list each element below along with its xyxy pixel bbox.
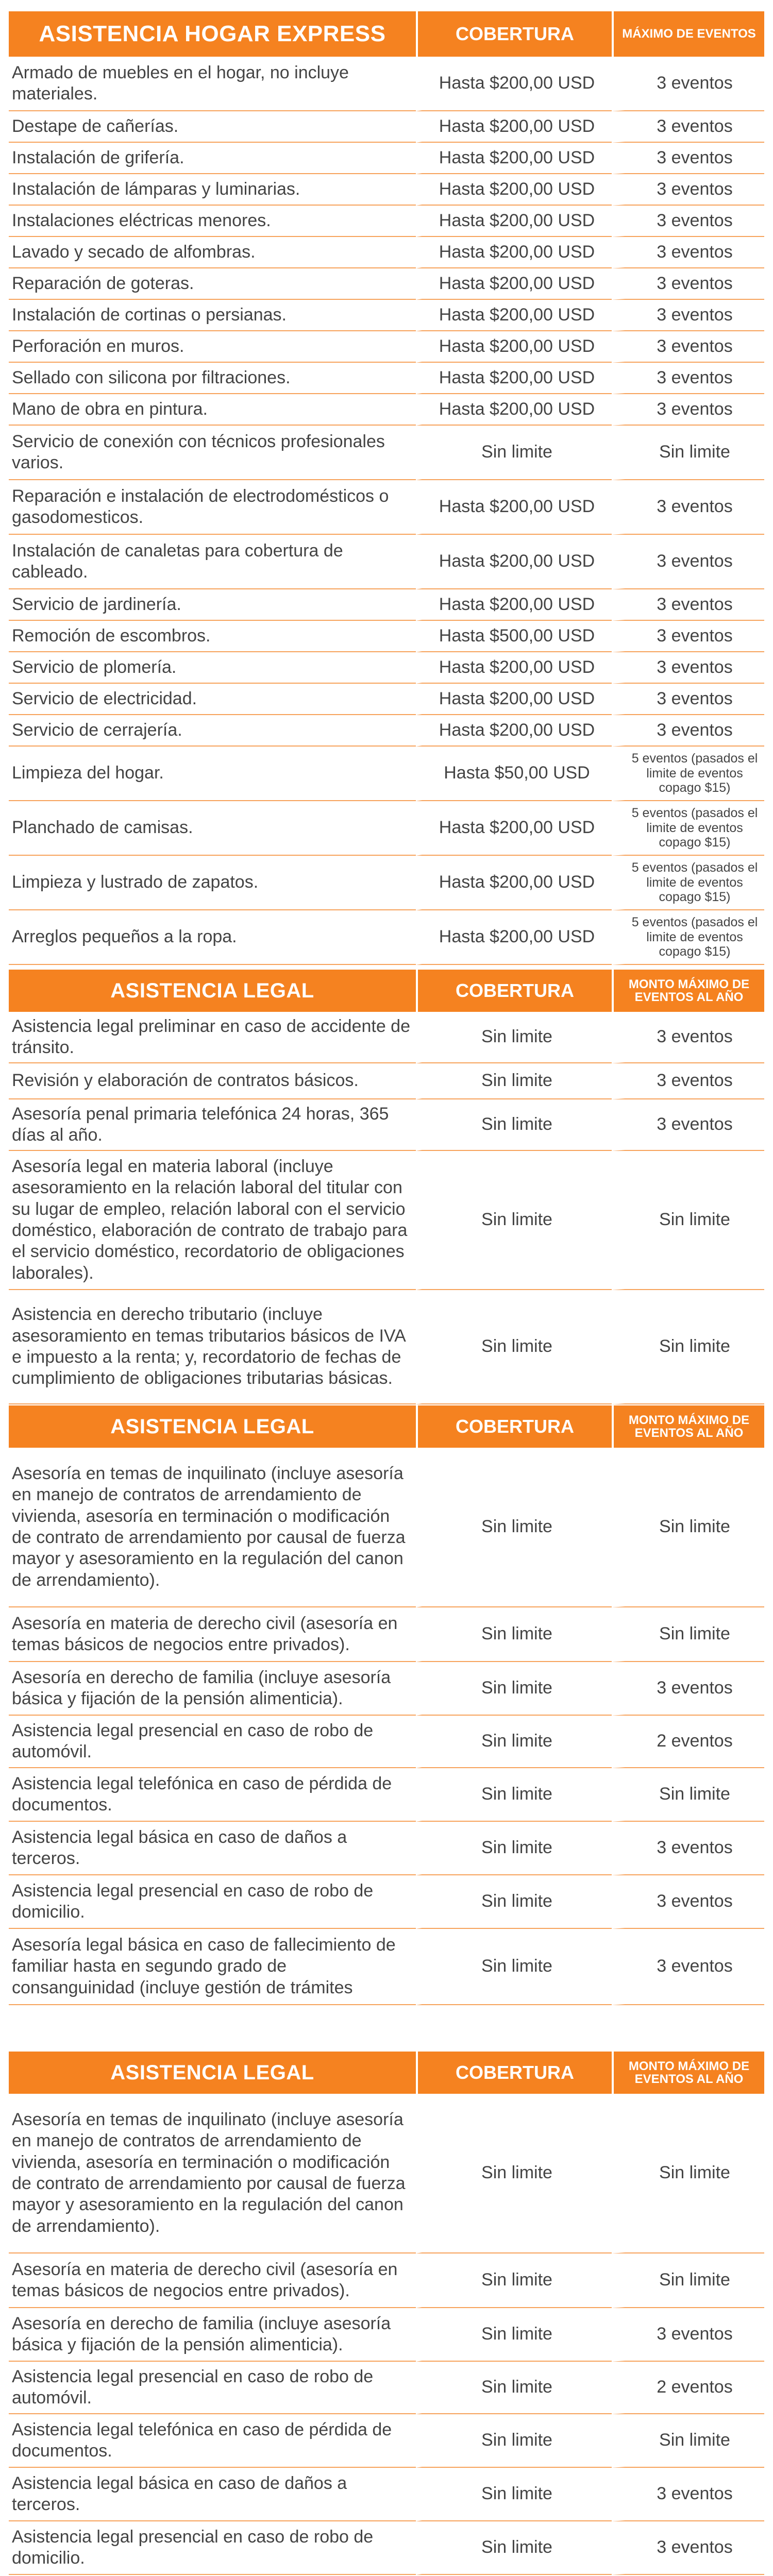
row-description: Asesoría legal básica en caso de fallecimiento de familiar hasta en segundo grado de consanguinidad (incluye gestión de trámites bbox=[9, 1929, 416, 2005]
row-max-events: 3 eventos bbox=[612, 1662, 764, 1716]
row-coverage: Hasta $200,00 USD bbox=[416, 174, 612, 206]
row-max-events: 3 eventos bbox=[612, 237, 764, 268]
row-description: Instalación de canaletas para cobertura de cableado. bbox=[9, 535, 416, 589]
coverage-header: COBERTURA bbox=[416, 970, 612, 1012]
table-row bbox=[9, 856, 764, 910]
row-description: Planchado de camisas. bbox=[9, 801, 416, 856]
coverage-header: COBERTURA bbox=[416, 11, 612, 57]
row-description: Asistencia legal telefónica en caso de pérdida de documentos. bbox=[9, 1768, 416, 1822]
row-coverage: Hasta $500,00 USD bbox=[416, 621, 612, 652]
row-description: Revisión y elaboración de contratos básicos. bbox=[9, 1063, 416, 1099]
row-max-events: 3 eventos bbox=[612, 174, 764, 206]
row-max-events: 5 eventos (pasados el limite de eventos copago $15) bbox=[612, 801, 764, 856]
row-coverage: Hasta $200,00 USD bbox=[416, 910, 612, 965]
row-max-events: 5 eventos (pasados el limite de eventos copago $15) bbox=[612, 856, 764, 910]
row-description: Instalación de grifería. bbox=[9, 143, 416, 174]
row-coverage: Hasta $200,00 USD bbox=[416, 394, 612, 426]
row-max-events: 3 eventos bbox=[612, 1929, 764, 2005]
row-description: Reparación e instalación de electrodomésticos o gasodomesticos. bbox=[9, 480, 416, 535]
table-row bbox=[9, 268, 764, 300]
row-description: Instalaciones eléctricas menores. bbox=[9, 206, 416, 237]
row-max-events: Sin limite bbox=[612, 1768, 764, 1822]
row-description: Asistencia legal básica en caso de daños a terceros. bbox=[9, 1822, 416, 1875]
max-events-header: MÁXIMO DE EVENTOS bbox=[612, 11, 764, 57]
table-row bbox=[9, 2308, 764, 2362]
row-max-events: 3 eventos bbox=[612, 363, 764, 394]
row-max-events: 3 eventos bbox=[612, 652, 764, 684]
table-row bbox=[9, 206, 764, 237]
row-max-events: 3 eventos bbox=[612, 715, 764, 747]
row-max-events: 3 eventos bbox=[612, 143, 764, 174]
row-description: Instalación de cortinas o persianas. bbox=[9, 300, 416, 331]
row-max-events: 3 eventos bbox=[612, 535, 764, 589]
row-coverage: Sin limite bbox=[416, 2521, 612, 2575]
table-row bbox=[9, 1151, 764, 1290]
row-coverage: Sin limite bbox=[416, 1716, 612, 1768]
row-coverage: Hasta $200,00 USD bbox=[416, 206, 612, 237]
table-row bbox=[9, 300, 764, 331]
asistencia-legal-rows bbox=[9, 1448, 764, 2005]
row-description: Asesoría en derecho de familia (incluye asesoría básica y fijación de la pensión alimenticia). bbox=[9, 2308, 416, 2362]
row-description: Servicio de plomería. bbox=[9, 652, 416, 684]
row-coverage: Hasta $200,00 USD bbox=[416, 363, 612, 394]
row-max-events: Sin limite bbox=[612, 2253, 764, 2308]
row-coverage: Hasta $200,00 USD bbox=[416, 801, 612, 856]
row-coverage: Hasta $200,00 USD bbox=[416, 143, 612, 174]
table-row bbox=[9, 1662, 764, 1716]
row-coverage: Hasta $50,00 USD bbox=[416, 747, 612, 801]
asistencia-legal-header bbox=[9, 970, 764, 1012]
max-events-header: MONTO MÁXIMO DE EVENTOS AL AÑO bbox=[612, 2052, 764, 2094]
row-coverage: Sin limite bbox=[416, 1290, 612, 1404]
table-row bbox=[9, 2468, 764, 2521]
table-row bbox=[9, 715, 764, 747]
row-coverage: Sin limite bbox=[416, 2414, 612, 2468]
row-coverage: Hasta $200,00 USD bbox=[416, 535, 612, 589]
row-max-events: 5 eventos (pasados el limite de eventos copago $15) bbox=[612, 910, 764, 965]
asistencia-legal-table-1 bbox=[9, 970, 764, 1404]
coverage-header: COBERTURA bbox=[416, 2052, 612, 2094]
table-row bbox=[9, 1768, 764, 1822]
row-max-events: 3 eventos bbox=[612, 1099, 764, 1151]
row-coverage: Sin limite bbox=[416, 1822, 612, 1875]
table-row bbox=[9, 801, 764, 856]
row-max-events: 3 eventos bbox=[612, 1063, 764, 1099]
row-max-events: 3 eventos bbox=[612, 2308, 764, 2362]
table-row bbox=[9, 143, 764, 174]
row-coverage: Sin limite bbox=[416, 2468, 612, 2521]
row-coverage: Hasta $200,00 USD bbox=[416, 652, 612, 684]
row-max-events: 3 eventos bbox=[612, 1875, 764, 1929]
row-coverage: Hasta $200,00 USD bbox=[416, 856, 612, 910]
row-description: Asistencia legal preliminar en caso de accidente de tránsito. bbox=[9, 1012, 416, 1063]
row-description: Asesoría en derecho de familia (incluye asesoría básica y fijación de la pensión alimenticia). bbox=[9, 1662, 416, 1716]
row-description: Mano de obra en pintura. bbox=[9, 394, 416, 426]
table-row bbox=[9, 1607, 764, 1662]
row-description: Lavado y secado de alfombras. bbox=[9, 237, 416, 268]
row-description: Asistencia legal presencial en caso de robo de automóvil. bbox=[9, 2362, 416, 2414]
max-events-header: MONTO MÁXIMO DE EVENTOS AL AÑO bbox=[612, 970, 764, 1012]
table-row bbox=[9, 394, 764, 426]
table-row bbox=[9, 1448, 764, 1607]
table-row bbox=[9, 363, 764, 394]
row-description: Armado de muebles en el hogar, no incluye materiales. bbox=[9, 57, 416, 111]
row-description: Sellado con silicona por filtraciones. bbox=[9, 363, 416, 394]
row-coverage: Hasta $200,00 USD bbox=[416, 715, 612, 747]
table-row bbox=[9, 1290, 764, 1404]
row-coverage: Sin limite bbox=[416, 1662, 612, 1716]
row-description: Limpieza del hogar. bbox=[9, 747, 416, 801]
row-description: Asesoría en materia de derecho civil (asesoría en temas básicos de negocios entre privados). bbox=[9, 2253, 416, 2308]
row-max-events: Sin limite bbox=[612, 1290, 764, 1404]
row-coverage: Sin limite bbox=[416, 1929, 612, 2005]
table-row bbox=[9, 2094, 764, 2253]
table-row bbox=[9, 652, 764, 684]
row-description: Destape de cañerías. bbox=[9, 111, 416, 143]
row-max-events: 3 eventos bbox=[612, 300, 764, 331]
row-max-events: 3 eventos bbox=[612, 2521, 764, 2575]
row-description: Instalación de lámparas y luminarias. bbox=[9, 174, 416, 206]
table-row bbox=[9, 57, 764, 111]
row-description: Arreglos pequeños a la ropa. bbox=[9, 910, 416, 965]
row-coverage: Sin limite bbox=[416, 1099, 612, 1151]
row-max-events: 3 eventos bbox=[612, 1822, 764, 1875]
table-row bbox=[9, 747, 764, 801]
row-description: Servicio de electricidad. bbox=[9, 684, 416, 715]
table-row bbox=[9, 910, 764, 965]
table-row bbox=[9, 480, 764, 535]
row-coverage: Sin limite bbox=[416, 2094, 612, 2253]
row-description: Asistencia en derecho tributario (incluye asesoramiento en temas tributarios básicos de IVA e impuesto a la renta; y, recordatorio de fechas de cumplimiento de obligaciones tributarias básicas. bbox=[9, 1290, 416, 1404]
row-max-events: 3 eventos bbox=[612, 621, 764, 652]
row-description: Asistencia legal presencial en caso de robo de domicilio. bbox=[9, 1875, 416, 1929]
row-description: Asistencia legal presencial en caso de robo de automóvil. bbox=[9, 1716, 416, 1768]
row-max-events: 3 eventos bbox=[612, 268, 764, 300]
row-description: Asesoría en temas de inquilinato (incluye asesoría en manejo de contratos de arrendamiento de vivienda, asesoría en terminación o modificación de contrato de arrendamiento por causal de fuerza mayor y asesoramiento en la regulación del canon de arrendamiento). bbox=[9, 2094, 416, 2253]
row-max-events: 3 eventos bbox=[612, 206, 764, 237]
row-coverage: Hasta $200,00 USD bbox=[416, 300, 612, 331]
row-max-events: 3 eventos bbox=[612, 394, 764, 426]
row-description: Reparación de goteras. bbox=[9, 268, 416, 300]
row-coverage: Hasta $200,00 USD bbox=[416, 57, 612, 111]
section-title: ASISTENCIA LEGAL bbox=[110, 2061, 314, 2084]
table-row bbox=[9, 1716, 764, 1768]
row-max-events: 3 eventos bbox=[612, 589, 764, 621]
max-events-header: MONTO MÁXIMO DE EVENTOS AL AÑO bbox=[612, 1405, 764, 1448]
row-coverage: Sin limite bbox=[416, 1012, 612, 1063]
row-coverage: Sin limite bbox=[416, 2308, 612, 2362]
asistencia-legal-header bbox=[9, 1405, 764, 1448]
row-max-events: Sin limite bbox=[612, 1607, 764, 1662]
row-max-events: Sin limite bbox=[612, 1448, 764, 1607]
row-coverage: Sin limite bbox=[416, 1063, 612, 1099]
table-row bbox=[9, 331, 764, 363]
row-description: Asesoría en temas de inquilinato (incluye asesoría en manejo de contratos de arrendamiento de vivienda, asesoría en terminación o modificación de contrato de arrendamiento por causal de fuerza mayor y asesoramiento en la regulación del canon de arrendamiento). bbox=[9, 1448, 416, 1607]
row-max-events: 2 eventos bbox=[612, 1716, 764, 1768]
table-row bbox=[9, 1875, 764, 1929]
row-coverage: Hasta $200,00 USD bbox=[416, 589, 612, 621]
row-coverage: Sin limite bbox=[416, 2362, 612, 2414]
row-max-events: 3 eventos bbox=[612, 57, 764, 111]
row-coverage: Sin limite bbox=[416, 1875, 612, 1929]
asistencia-legal-rows bbox=[9, 2094, 764, 2576]
section-title: ASISTENCIA HOGAR EXPRESS bbox=[39, 21, 386, 46]
table-row bbox=[9, 684, 764, 715]
section-title: ASISTENCIA LEGAL bbox=[110, 1415, 314, 1438]
table-row bbox=[9, 589, 764, 621]
section-title: ASISTENCIA LEGAL bbox=[110, 979, 314, 1002]
row-max-events: 5 eventos (pasados el limite de eventos copago $15) bbox=[612, 747, 764, 801]
row-max-events: Sin limite bbox=[612, 2414, 764, 2468]
table-row bbox=[9, 237, 764, 268]
row-coverage: Sin limite bbox=[416, 2253, 612, 2308]
row-max-events: 3 eventos bbox=[612, 331, 764, 363]
row-coverage: Hasta $200,00 USD bbox=[416, 331, 612, 363]
table-row bbox=[9, 2362, 764, 2414]
row-description: Asesoría en materia de derecho civil (asesoría en temas básicos de negocios entre privados). bbox=[9, 1607, 416, 1662]
row-description: Servicio de cerrajería. bbox=[9, 715, 416, 747]
row-coverage: Hasta $200,00 USD bbox=[416, 480, 612, 535]
row-coverage: Sin limite bbox=[416, 1448, 612, 1607]
hogar-express-header bbox=[9, 11, 764, 57]
row-coverage: Hasta $200,00 USD bbox=[416, 268, 612, 300]
asistencia-legal-table-3 bbox=[9, 2052, 764, 2576]
row-description: Asistencia legal telefónica en caso de pérdida de documentos. bbox=[9, 2414, 416, 2468]
row-coverage: Hasta $200,00 USD bbox=[416, 237, 612, 268]
table-row bbox=[9, 174, 764, 206]
row-coverage: Sin limite bbox=[416, 1151, 612, 1290]
row-max-events: 3 eventos bbox=[612, 2468, 764, 2521]
row-description: Limpieza y lustrado de zapatos. bbox=[9, 856, 416, 910]
asistencia-legal-rows bbox=[9, 1012, 764, 1404]
table-row bbox=[9, 1822, 764, 1875]
row-coverage: Sin limite bbox=[416, 1607, 612, 1662]
row-description: Asesoría legal en materia laboral (incluye asesoramiento en la relación laboral del titular con su lugar de empleo, relación laboral con el servicio doméstico, elaboración de contrato de trabajo para el servicio doméstico, recordatorio de obligaciones laborales). bbox=[9, 1151, 416, 1290]
table-row bbox=[9, 1012, 764, 1063]
row-max-events: 3 eventos bbox=[612, 1012, 764, 1063]
row-max-events: 3 eventos bbox=[612, 684, 764, 715]
row-max-events: Sin limite bbox=[612, 2094, 764, 2253]
row-coverage: Sin limite bbox=[416, 1768, 612, 1822]
table-row bbox=[9, 2253, 764, 2308]
asistencia-legal-header bbox=[9, 2052, 764, 2094]
row-coverage: Sin limite bbox=[416, 426, 612, 480]
table-row bbox=[9, 621, 764, 652]
coverage-header: COBERTURA bbox=[416, 1405, 612, 1448]
row-max-events: Sin limite bbox=[612, 426, 764, 480]
table-row bbox=[9, 2521, 764, 2575]
table-row bbox=[9, 1099, 764, 1151]
table-row bbox=[9, 426, 764, 480]
table-row bbox=[9, 1929, 764, 2005]
row-max-events: 2 eventos bbox=[612, 2362, 764, 2414]
table-row bbox=[9, 535, 764, 589]
row-description: Remoción de escombros. bbox=[9, 621, 416, 652]
table-row bbox=[9, 111, 764, 143]
row-max-events: 3 eventos bbox=[612, 480, 764, 535]
row-max-events: 3 eventos bbox=[612, 111, 764, 143]
row-description: Asesoría penal primaria telefónica 24 horas, 365 días al año. bbox=[9, 1099, 416, 1151]
asistencia-legal-table-2 bbox=[9, 1405, 764, 2005]
hogar-express-table bbox=[9, 11, 764, 965]
row-description: Asistencia legal presencial en caso de robo de domicilio. bbox=[9, 2521, 416, 2575]
row-description: Perforación en muros. bbox=[9, 331, 416, 363]
table-row bbox=[9, 2414, 764, 2468]
table-row bbox=[9, 1063, 764, 1099]
row-description: Servicio de conexión con técnicos profesionales varios. bbox=[9, 426, 416, 480]
row-description: Asistencia legal básica en caso de daños a terceros. bbox=[9, 2468, 416, 2521]
hogar-express-rows bbox=[9, 57, 764, 965]
row-coverage: Hasta $200,00 USD bbox=[416, 111, 612, 143]
row-coverage: Hasta $200,00 USD bbox=[416, 684, 612, 715]
row-max-events: Sin limite bbox=[612, 1151, 764, 1290]
row-description: Servicio de jardinería. bbox=[9, 589, 416, 621]
